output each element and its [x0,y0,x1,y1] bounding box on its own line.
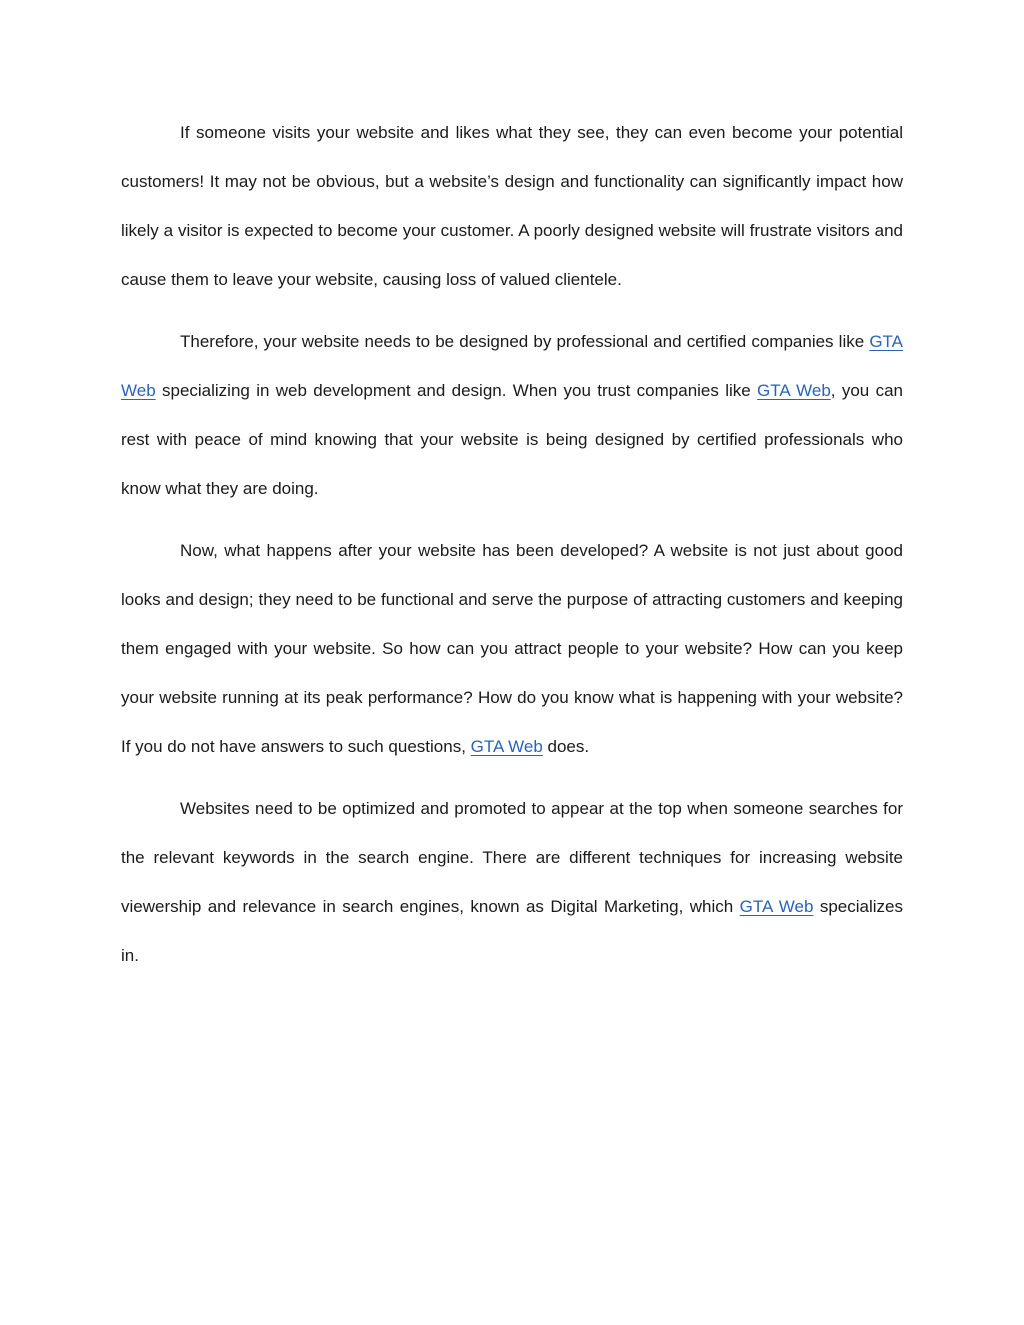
paragraph-2 [121,317,903,513]
paragraph-text: Websites need to be optimized and promoted to appear at the top when someone searches for the relevant keywords in the search engine. There are different techniques for increasing website viewership and relevance in search engines, known as Digital Marketing, which [121,799,903,916]
paragraph-text: If someone visits your website and likes what they see, they can even become your potential customers! It may not be obvious, but a website’s design and functionality can significantly impact how likely a visitor is expected to become your customer. A poorly designed website will frustrate visitors and cause them to leave your website, causing loss of valued clientele. [121,123,903,289]
gta-web-link[interactable]: GTA Web [739,897,814,916]
gta-web-link[interactable]: GTA Web [757,381,831,400]
paragraph-text: specializing in web development and design. When you trust companies like [155,381,758,400]
gta-web-link[interactable]: GTA Web [470,737,543,756]
paragraph-text: specializes in. [121,897,903,965]
paragraph-3 [121,526,903,771]
paragraph-4 [121,784,903,980]
paragraph-text: , you can rest with peace of mind knowing that your website is being designed by certified professionals who know what they are doing. [121,381,903,498]
paragraph-1 [121,108,903,304]
gta-web-link[interactable]: GTA Web [121,332,903,400]
paragraph-text: Therefore, your website needs to be designed by professional and certified companies like [180,332,870,351]
paragraph-text: does. [542,737,590,756]
document-body [121,108,903,993]
paragraph-text: Now, what happens after your website has been developed? A website is not just about good looks and design; they need to be functional and serve the purpose of attracting customers and keeping them engaged with your website. So how can you attract people to your website? How can you keep your website running at its peak performance? How do you know what is happening with your website? If you do not have answers to such questions, [121,541,903,756]
